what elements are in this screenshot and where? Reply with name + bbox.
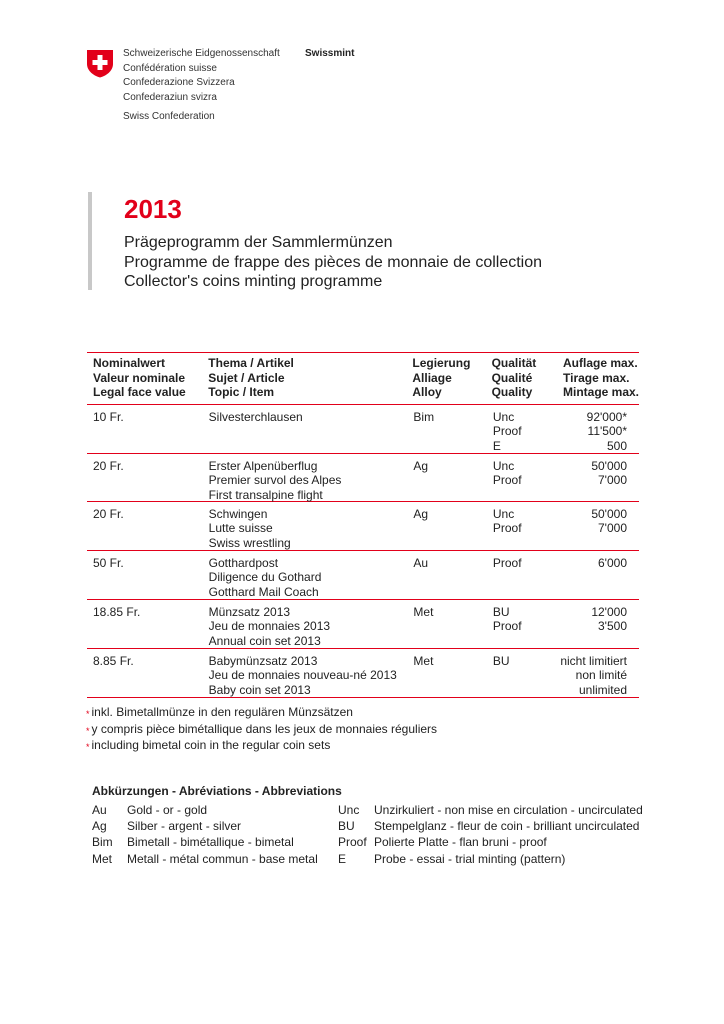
cell-topic	[203, 556, 408, 599]
header-line: Auflage max.	[563, 356, 638, 370]
cell-alloy	[407, 410, 486, 453]
abbreviation-code: Met	[92, 851, 113, 866]
cell-quality	[487, 654, 557, 697]
abbreviations-title: Abkürzungen - Abréviations - Abbreviations	[92, 784, 342, 798]
cell-alloy	[407, 459, 486, 501]
abbreviations-left	[92, 802, 318, 867]
table-row	[87, 405, 639, 453]
cell-alloy	[407, 654, 486, 697]
footnote-star: *	[86, 725, 90, 736]
cell-mintage	[557, 507, 640, 550]
cell-line: 20 Fr.	[93, 507, 124, 521]
footnote-text: inkl. Bimetallmünze in den regulären Münzsätzen	[91, 705, 353, 719]
abbreviation-text: Unzirkuliert - non mise en circulation - uncirculated	[374, 803, 643, 817]
page-title-year: 2013	[124, 194, 182, 224]
cell-line: 20 Fr.	[93, 459, 124, 473]
cell-line: 6'000	[598, 556, 627, 570]
cell-line: Proof	[492, 521, 522, 536]
table-header	[87, 353, 639, 404]
cell-line: Gotthard Mail Coach	[208, 584, 319, 599]
cell-line: Unc	[492, 507, 515, 521]
cell-line: 50'000	[591, 459, 627, 473]
cell-line: Swiss wrestling	[208, 535, 291, 550]
cell-mintage	[557, 605, 640, 648]
abbreviation-item	[92, 834, 318, 850]
agency-name: Swissmint	[305, 48, 355, 59]
cell-line: Lutte suisse	[208, 521, 273, 536]
cell-quality	[487, 507, 557, 550]
abbreviation-code: E	[338, 851, 347, 866]
cell-line: BU	[492, 654, 510, 668]
abbreviation-text: Bimetall - bimétallique - bimetal	[127, 835, 294, 850]
cell-topic	[203, 459, 408, 501]
abbreviation-code: Au	[92, 803, 107, 817]
confederation-name-de: Schweizerische Eidgenossenschaft	[123, 48, 280, 59]
cell-face-value	[87, 654, 203, 697]
cell-line: Ag	[413, 507, 429, 521]
cell-line: 11'500*	[587, 424, 627, 439]
header-topic	[202, 356, 406, 404]
cell-line: Erster Alpenüberflug	[208, 459, 318, 473]
title-accent-bar	[88, 192, 92, 290]
abbreviation-item	[338, 802, 643, 818]
abbreviation-text: Silber - argent - silver	[127, 819, 242, 834]
header-line: Qualität	[491, 356, 537, 370]
footnote-text: including bimetal coin in the regular coin sets	[91, 738, 331, 752]
cell-line: 7'000	[598, 473, 627, 488]
header-line: Topic / Item	[208, 385, 275, 399]
cell-quality	[487, 556, 557, 599]
cell-line: Ag	[413, 459, 429, 473]
abbreviation-item	[338, 818, 643, 834]
table-row	[87, 551, 639, 599]
cell-line: unlimited	[578, 682, 627, 697]
header-line: Quality	[491, 385, 533, 399]
header-line: Sujet / Article	[208, 370, 285, 385]
cell-line: Unc	[492, 459, 515, 473]
cell-line: Premier survol des Alpes	[208, 473, 342, 488]
abbreviations-right	[338, 802, 643, 867]
abbreviation-item	[92, 802, 318, 818]
cell-face-value	[87, 410, 203, 453]
cell-line: 3'500	[598, 619, 627, 634]
cell-line: Diligence du Gothard	[208, 570, 322, 585]
cell-line: 92'000*	[586, 410, 627, 424]
header-line: Qualité	[491, 370, 533, 385]
cell-line: E	[492, 438, 501, 453]
cell-line: Silvesterchlausen	[208, 410, 303, 424]
cell-line: Jeu de monnaies nouveau-né 2013	[208, 668, 397, 683]
footnote-star: *	[86, 709, 90, 719]
footnote	[86, 722, 437, 739]
cell-mintage	[557, 556, 640, 599]
cell-line: Annual coin set 2013	[208, 633, 321, 648]
cell-line: 10 Fr.	[93, 410, 124, 424]
cell-line: Unc	[492, 410, 515, 424]
abbreviation-text: Gold - or - gold	[127, 803, 208, 817]
cell-line: Jeu de monnaies 2013	[208, 619, 331, 634]
abbreviation-text: Polierte Platte - flan bruni - proof	[374, 835, 547, 850]
abbreviation-code: Unc	[338, 803, 360, 817]
header-face-value	[87, 356, 202, 404]
swiss-crest-icon	[86, 49, 114, 78]
table-row	[87, 649, 639, 697]
cell-line: Proof	[492, 619, 522, 634]
cell-line: 50'000	[591, 507, 627, 521]
cell-line: 12'000	[591, 605, 627, 619]
header-line: Valeur nominale	[93, 370, 186, 385]
cell-face-value	[87, 605, 203, 648]
footnote	[86, 738, 437, 755]
cell-alloy	[407, 605, 486, 648]
cell-alloy	[407, 507, 486, 550]
confederation-name-fr: Confédération suisse	[123, 62, 217, 74]
header-line: Legal face value	[93, 385, 186, 399]
header-quality	[486, 356, 555, 404]
cell-line: BU	[492, 605, 510, 619]
cell-quality	[487, 605, 557, 648]
cell-line: First transalpine flight	[208, 487, 323, 502]
cell-line: Gotthardpost	[208, 556, 279, 570]
header-line: Alliage	[412, 370, 452, 385]
cell-topic	[203, 507, 408, 550]
abbreviation-code: Proof	[338, 835, 367, 850]
abbreviation-text: Probe - essai - trial minting (pattern)	[374, 851, 566, 866]
cell-topic	[203, 605, 408, 648]
table-row	[87, 454, 639, 501]
cell-line: Schwingen	[208, 507, 268, 521]
header-line: Tirage max.	[563, 370, 630, 385]
table-row	[87, 600, 639, 648]
cell-line: Met	[413, 654, 434, 668]
footnote-star: *	[86, 742, 90, 752]
subtitle-de: Prägeprogramm der Sammlermünzen	[124, 234, 393, 251]
abbreviation-code: Ag	[92, 819, 107, 834]
minting-table	[87, 352, 639, 698]
abbreviation-item	[338, 834, 643, 850]
cell-line: 8.85 Fr.	[93, 654, 134, 668]
abbreviation-item	[92, 818, 318, 834]
header-line: Thema / Artikel	[208, 356, 294, 370]
cell-topic	[203, 654, 408, 697]
cell-line: Proof	[492, 473, 522, 488]
abbreviation-code: BU	[338, 819, 355, 834]
cell-line: 7'000	[598, 521, 627, 536]
subtitle-en: Collector's coins minting programme	[124, 273, 383, 290]
cell-line: Babymünzsatz 2013	[208, 654, 318, 668]
cell-face-value	[87, 459, 203, 501]
footnotes	[86, 705, 437, 755]
header-line: Mintage max.	[563, 385, 640, 399]
confederation-names	[123, 47, 280, 105]
cell-line: nicht limitiert	[560, 654, 627, 668]
confederation-name-en: Swiss Confederation	[123, 111, 215, 122]
cell-line: Münzsatz 2013	[208, 605, 291, 619]
cell-face-value	[87, 556, 203, 599]
cell-quality	[487, 410, 557, 453]
header-alloy	[406, 356, 485, 404]
cell-line: Bim	[413, 410, 435, 424]
cell-line: Proof	[492, 424, 522, 439]
confederation-name-it: Confederazione Svizzera	[123, 77, 235, 88]
table-row	[87, 502, 639, 550]
cell-line: Met	[413, 605, 434, 619]
header-line: Nominalwert	[93, 356, 166, 370]
cell-mintage	[557, 459, 640, 501]
cell-line: non limité	[575, 668, 627, 683]
cell-mintage	[557, 654, 640, 697]
cell-quality	[487, 459, 557, 501]
footnote	[86, 705, 437, 722]
cell-line: Baby coin set 2013	[208, 682, 311, 697]
cell-alloy	[407, 556, 486, 599]
cell-mintage	[557, 410, 640, 453]
table-rule	[87, 697, 639, 698]
abbreviation-item	[92, 851, 318, 867]
header-line: Legierung	[412, 356, 471, 370]
page-subtitles	[124, 233, 542, 292]
abbreviation-text: Metall - métal commun - base metal	[127, 851, 318, 866]
subtitle-fr: Programme de frappe des pièces de monnaie de collection	[124, 253, 543, 271]
cell-face-value	[87, 507, 203, 550]
abbreviation-text: Stempelglanz - fleur de coin - brilliant uncirculated	[374, 819, 640, 834]
header-mintage	[555, 356, 639, 404]
abbreviation-code: Bim	[92, 835, 113, 850]
cell-line: 18.85 Fr.	[93, 605, 141, 619]
header-line: Alloy	[412, 385, 442, 399]
cell-line: Proof	[492, 556, 522, 570]
cell-topic	[203, 410, 408, 453]
confederation-name-rm: Confederaziun svizra	[123, 91, 217, 103]
footnote-text: y compris pièce bimétallique dans les jeux de monnaies réguliers	[91, 721, 438, 736]
cell-line: Au	[413, 556, 429, 570]
cell-line: 50 Fr.	[93, 556, 124, 570]
cell-line: 500	[606, 438, 627, 453]
abbreviation-item	[338, 851, 643, 867]
